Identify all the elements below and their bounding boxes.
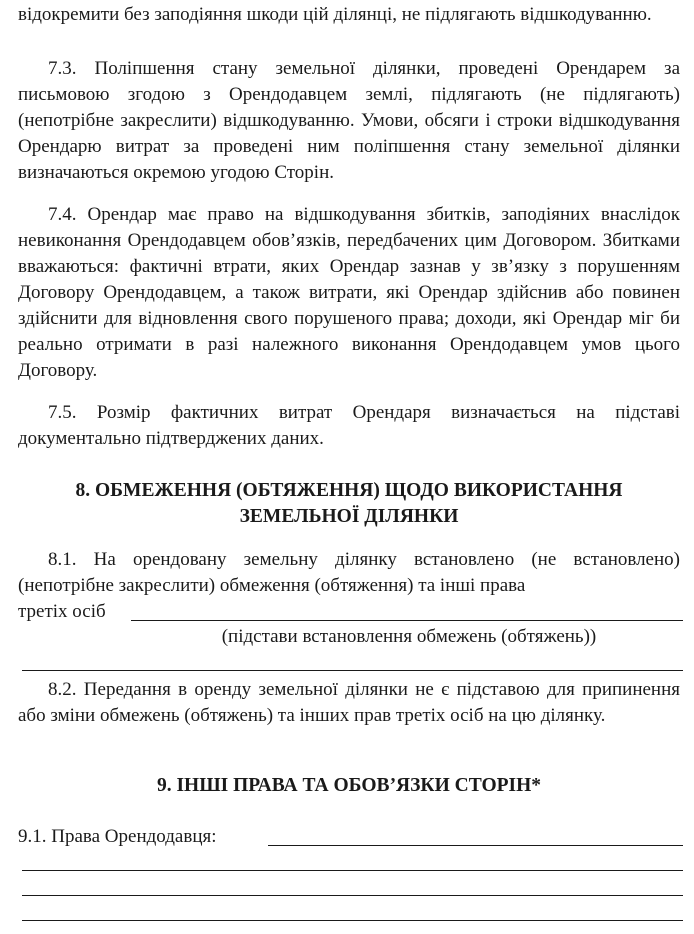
paragraph-7-4: 7.4. Орендар має право на відшкодування збитків, заподіяних внаслідок невиконання Орендодавцем обов’язків, передбачених цим Договором. Збитками вважаються: фактичні втрати, яких Орендар зазнав у зв’язку з порушенням Договору Орендодавцем, а також витрати, які Орендар здійснив або повинен здійснити для відновлення свого порушеного права; доходи, які Орендар міг би реально отримати в разі належного виконання Орендодавцем умов цього Договору.: [18, 204, 680, 381]
section-9-heading: 9. ІНШІ ПРАВА ТА ОБОВ’ЯЗКИ СТОРІН*: [156, 775, 542, 796]
paragraph-9-1-lead: 9.1. Права Орендодавця:: [18, 826, 217, 847]
blank-line-landlord-rights-3: [22, 895, 683, 896]
blank-line-third-party-rights: [131, 620, 683, 621]
blank-line-landlord-rights-4: [22, 920, 683, 921]
blank-line-third-party-rights-2: [22, 670, 683, 671]
paragraph-7-3: 7.3. Поліпшення стану земельної ділянки, проведені Орендарем за письмовою згодою з Орендодавцем землі, підлягають (не підлягають) (непотрібне закреслити) відшкодуванню. Умови, обсяги і строки відшкодування Орендарю витрат за проведені ним поліпшення стану земельної ділянки визначаються окремою угодою Сторін.: [18, 58, 680, 183]
section-8-heading-line1: 8. ОБМЕЖЕННЯ (ОБТЯЖЕННЯ) ЩОДО ВИКОРИСТАННЯ: [75, 480, 623, 501]
blank-line-caption: (підстави встановлення обмежень (обтяжень)): [221, 626, 597, 647]
paragraph-8-1: 8.1. На орендовану земельну ділянку встановлено (не встановлено) (непотрібне закреслити) обмеження (обтяження) та інші права: [18, 549, 680, 596]
paragraph-7-2-tail: відокремити без заподіяння шкоди цій ділянці, не підлягають відшкодуванню.: [18, 4, 652, 25]
paragraph-8-1-lead: третіх осіб: [18, 601, 106, 622]
paragraph-8-2: 8.2. Передання в оренду земельної ділянки не є підставою для припинення або зміни обмежень (обтяжень) та інших прав третіх осіб на цю ділянку.: [18, 679, 680, 726]
blank-line-landlord-rights-1: [268, 845, 683, 846]
paragraph-7-5: 7.5. Розмір фактичних витрат Орендаря визначається на підставі документально підтверджених даних.: [18, 402, 680, 449]
blank-line-landlord-rights-2: [22, 870, 683, 871]
section-8-heading-line2: ЗЕМЕЛЬНОЇ ДІЛЯНКИ: [239, 506, 459, 527]
